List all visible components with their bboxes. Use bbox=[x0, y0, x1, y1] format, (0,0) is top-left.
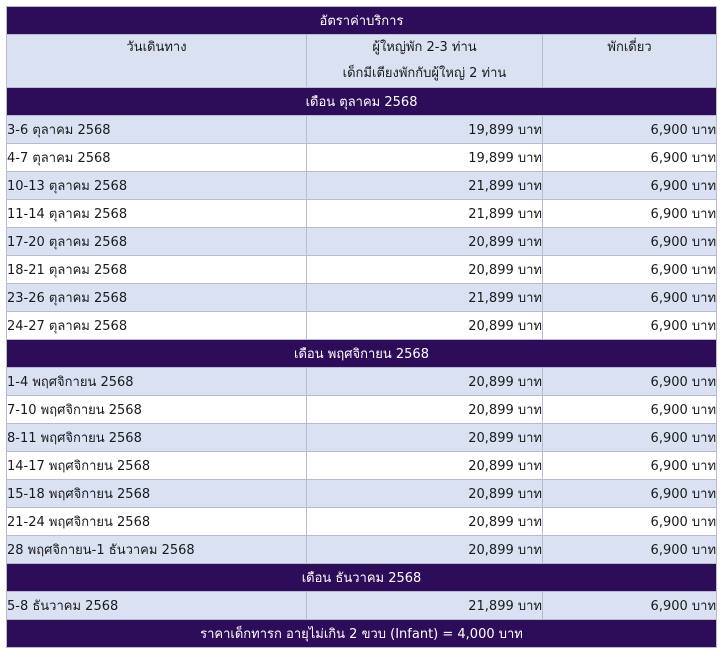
adult-price-cell: 20,899 บาท bbox=[307, 508, 543, 536]
month-band bbox=[7, 88, 717, 116]
header-adult-line1: ผู้ใหญ่พัก 2-3 ท่าน bbox=[372, 40, 477, 55]
table-row bbox=[7, 172, 717, 200]
table-row bbox=[7, 144, 717, 172]
header-adult bbox=[307, 35, 543, 88]
single-supplement-cell: 6,900 บาท bbox=[543, 508, 717, 536]
adult-price-cell: 20,899 บาท bbox=[307, 368, 543, 396]
travel-date-cell: 18-21 ตุลาคม 2568 bbox=[7, 256, 307, 284]
adult-price-cell: 21,899 บาท bbox=[307, 200, 543, 228]
single-supplement-cell: 6,900 บาท bbox=[543, 172, 717, 200]
month-label: เดือน พฤศจิกายน 2568 bbox=[7, 340, 717, 368]
title-band bbox=[7, 7, 717, 35]
single-supplement-cell: 6,900 บาท bbox=[543, 284, 717, 312]
adult-price-cell: 21,899 บาท bbox=[307, 284, 543, 312]
table-title: อัตราค่าบริการ bbox=[7, 7, 717, 35]
travel-date-cell: 15-18 พฤศจิกายน 2568 bbox=[7, 480, 307, 508]
travel-date-cell: 10-13 ตุลาคม 2568 bbox=[7, 172, 307, 200]
infant-price-note: ราคาเด็กทารก อายุไม่เกิน 2 ขวบ (Infant) = 4,000 บาท bbox=[7, 620, 717, 648]
table-row bbox=[7, 452, 717, 480]
table-row bbox=[7, 200, 717, 228]
single-supplement-cell: 6,900 บาท bbox=[543, 452, 717, 480]
travel-date-cell: 8-11 พฤศจิกายน 2568 bbox=[7, 424, 307, 452]
adult-price-cell: 19,899 บาท bbox=[307, 116, 543, 144]
table-row bbox=[7, 228, 717, 256]
adult-price-cell: 19,899 บาท bbox=[307, 144, 543, 172]
footer-band bbox=[7, 620, 717, 648]
travel-date-cell: 28 พฤศจิกายน-1 ธันวาคม 2568 bbox=[7, 536, 307, 564]
adult-price-cell: 20,899 บาท bbox=[307, 452, 543, 480]
travel-date-cell: 3-6 ตุลาคม 2568 bbox=[7, 116, 307, 144]
single-supplement-cell: 6,900 บาท bbox=[543, 592, 717, 620]
single-supplement-cell: 6,900 บาท bbox=[543, 312, 717, 340]
adult-price-cell: 20,899 บาท bbox=[307, 536, 543, 564]
travel-date-cell: 7-10 พฤศจิกายน 2568 bbox=[7, 396, 307, 424]
adult-price-cell: 20,899 บาท bbox=[307, 480, 543, 508]
adult-price-cell: 20,899 บาท bbox=[307, 228, 543, 256]
table-row bbox=[7, 480, 717, 508]
single-supplement-cell: 6,900 บาท bbox=[543, 368, 717, 396]
single-supplement-cell: 6,900 บาท bbox=[543, 200, 717, 228]
header-row bbox=[7, 35, 717, 88]
table-row bbox=[7, 284, 717, 312]
adult-price-cell: 20,899 บาท bbox=[307, 256, 543, 284]
travel-date-cell: 5-8 ธันวาคม 2568 bbox=[7, 592, 307, 620]
table-row bbox=[7, 508, 717, 536]
travel-date-cell: 17-20 ตุลาคม 2568 bbox=[7, 228, 307, 256]
header-date: วันเดินทาง bbox=[7, 35, 307, 88]
month-band bbox=[7, 564, 717, 592]
table-row bbox=[7, 116, 717, 144]
single-supplement-cell: 6,900 บาท bbox=[543, 228, 717, 256]
single-supplement-cell: 6,900 บาท bbox=[543, 144, 717, 172]
table-row bbox=[7, 396, 717, 424]
month-band bbox=[7, 340, 717, 368]
table-row bbox=[7, 368, 717, 396]
travel-date-cell: 21-24 พฤศจิกายน 2568 bbox=[7, 508, 307, 536]
adult-price-cell: 21,899 บาท bbox=[307, 592, 543, 620]
single-supplement-cell: 6,900 บาท bbox=[543, 116, 717, 144]
single-supplement-cell: 6,900 บาท bbox=[543, 396, 717, 424]
header-single: พักเดี่ยว bbox=[543, 35, 717, 88]
adult-price-cell: 20,899 บาท bbox=[307, 312, 543, 340]
single-supplement-cell: 6,900 บาท bbox=[543, 536, 717, 564]
table-row bbox=[7, 312, 717, 340]
single-supplement-cell: 6,900 บาท bbox=[543, 256, 717, 284]
travel-date-cell: 1-4 พฤศจิกายน 2568 bbox=[7, 368, 307, 396]
table-row bbox=[7, 424, 717, 452]
travel-date-cell: 4-7 ตุลาคม 2568 bbox=[7, 144, 307, 172]
single-supplement-cell: 6,900 บาท bbox=[543, 480, 717, 508]
travel-date-cell: 11-14 ตุลาคม 2568 bbox=[7, 200, 307, 228]
single-supplement-cell: 6,900 บาท bbox=[543, 424, 717, 452]
adult-price-cell: 20,899 บาท bbox=[307, 424, 543, 452]
table-row bbox=[7, 592, 717, 620]
adult-price-cell: 20,899 บาท bbox=[307, 396, 543, 424]
table-row bbox=[7, 256, 717, 284]
travel-date-cell: 23-26 ตุลาคม 2568 bbox=[7, 284, 307, 312]
table-row bbox=[7, 536, 717, 564]
rate-table bbox=[6, 6, 717, 648]
travel-date-cell: 24-27 ตุลาคม 2568 bbox=[7, 312, 307, 340]
header-adult-line2: เด็กมีเตียงพักกับผู้ใหญ่ 2 ท่าน bbox=[342, 66, 507, 81]
travel-date-cell: 14-17 พฤศจิกายน 2568 bbox=[7, 452, 307, 480]
adult-price-cell: 21,899 บาท bbox=[307, 172, 543, 200]
month-label: เดือน ตุลาคม 2568 bbox=[7, 88, 717, 116]
month-label: เดือน ธันวาคม 2568 bbox=[7, 564, 717, 592]
